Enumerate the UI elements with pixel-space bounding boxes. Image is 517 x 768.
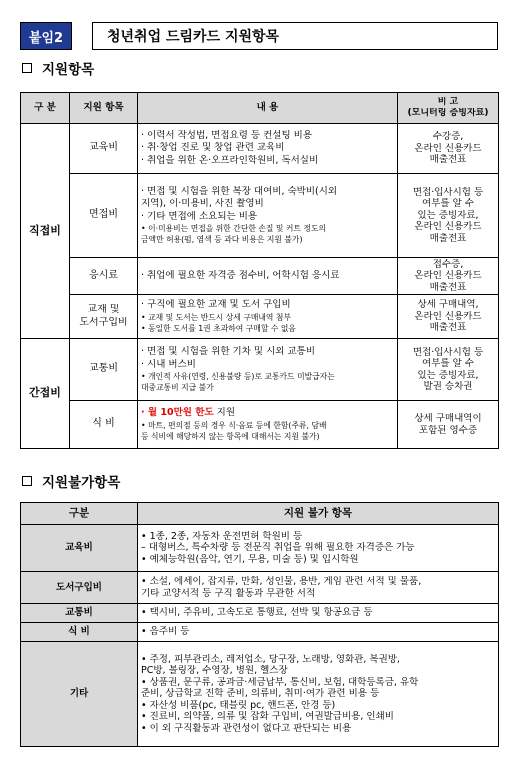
item-note: [398, 258, 499, 295]
group-indirect-cost: 간접비: [21, 339, 70, 449]
table-row: [21, 295, 499, 339]
item-line: – 대형버스, 특수차량 등 전문직 취업을 위해 필요한 자격증은 가능: [141, 542, 415, 554]
item-line: • 주정, 피부관리소, 레저업소, 당구장, 노래방, 영화관, 복권방,: [141, 653, 400, 665]
content-line: · 기타 면접에 소요되는 비용: [141, 210, 258, 222]
item-line: • 음주비 등: [141, 626, 190, 638]
section-support-items: [22, 58, 94, 78]
note-line: 매출전표: [429, 281, 467, 293]
content-line: · 취·창업 진로 및 창업 관련 교육비: [141, 142, 285, 154]
item-line: • 택시비, 주유비, 고속도로 통행료, 선박 및 항공요금 등: [141, 607, 373, 619]
table-row: [21, 572, 499, 604]
content-subnote: • 마트, 편의점 등의 경우 식·음료 등에 한함(주류, 담배: [141, 420, 327, 430]
col-header-category: 구 분: [21, 93, 70, 124]
section-title: 지원항목: [42, 62, 95, 78]
content-line: · 이력서 작성법, 면접요령 등 컨설팅 비용: [141, 129, 312, 141]
item-note: [398, 295, 499, 339]
content-line: · 취업에 필요한 자격증 점수비, 어학시험 응시료: [141, 269, 340, 281]
content-line: · 취업을 위한 온·오프라인학원비, 독서실비: [141, 154, 319, 166]
note-line: 있는 증빙자료,: [417, 209, 479, 221]
content-subnote: 등 식비에 해당하지 않는 항목에 대해서는 지원 불가): [141, 431, 320, 441]
item-label: 면접비: [70, 174, 138, 258]
unsupported-items-table: [20, 502, 499, 747]
item-label: 교통비: [70, 339, 138, 401]
content-subnote: • 교재 및 도서는 반드시 상세 구매내역 첨부: [141, 312, 291, 322]
item-label: 식 비: [70, 401, 138, 449]
col-header-content: 내 용: [138, 93, 398, 124]
table-row: [21, 401, 499, 449]
col-header-items: 지원 불가 항목: [138, 503, 499, 525]
category-label: 기타: [21, 642, 138, 747]
content-subnote: • 개인적 사유(연령, 신용불량 등)로 교통카드 미발급자는: [141, 372, 335, 381]
note-line: 매출전표: [429, 154, 467, 166]
content-line: 지역), 이·미용비, 사진 촬영비: [141, 198, 264, 210]
note-line: 접수증,: [432, 258, 464, 270]
table-row: [21, 124, 499, 174]
item-line: • 1종, 2종, 자동차 운전면허 학원비 등: [141, 530, 303, 542]
col-header-item: 지원 항목: [70, 93, 138, 124]
note-line: 있는 증빙자료,: [417, 369, 479, 381]
item-label: 응시료: [70, 258, 138, 295]
content-subnote: • 이·미용비는 면접을 위한 간단한 손질 및 커트 정도의: [141, 224, 327, 234]
item-line: • 상품권, 문구류, 공과금·세금납부, 통신비, 보험, 대학등록금, 유학: [141, 676, 419, 688]
table-header-row: [21, 503, 499, 525]
row-items: [138, 525, 499, 572]
col-header-category: 구분: [21, 503, 138, 525]
item-content: [138, 295, 398, 339]
table-row: [21, 258, 499, 295]
item-label-line: 교재 및: [87, 304, 120, 315]
note-line: 온라인 신용카드: [414, 270, 482, 282]
item-line: • 예체능학원(음악, 연기, 무용, 미술 등) 및 입시학원: [141, 553, 359, 565]
item-line: • 이 외 구직활동과 관련성이 없다고 판단되는 비용: [141, 722, 352, 734]
table-row: [21, 339, 499, 401]
note-line: 온라인 신용카드: [414, 142, 482, 154]
item-note: [398, 339, 499, 401]
item-line: 준비, 상급학교 진학 준비, 의류비, 취미·여가 관련 비용 등: [141, 688, 380, 700]
group-direct-cost: 직접비: [21, 124, 70, 339]
item-content: [138, 339, 398, 401]
note-line: 매출전표: [429, 232, 467, 244]
content-line: · 면접 및 시험을 위한 기차 및 시외 교통비: [141, 346, 316, 357]
table-row: [21, 642, 499, 747]
content-line: · 시내 버스비: [141, 358, 196, 370]
item-line: • 소설, 에세이, 잡지류, 만화, 성인물, 용반, 게임 관련 서적 및 물품,: [141, 576, 422, 587]
note-line: 면접·입사시험 등: [412, 346, 484, 358]
item-note: [398, 124, 499, 174]
table-row: [21, 604, 499, 623]
square-bullet-icon: [22, 63, 32, 73]
note-line: 온라인 신용카드: [414, 310, 482, 322]
content-subnote: 금액만 허용(펌, 염색 등 과다 비용은 지원 불가): [141, 235, 303, 245]
table-row: [21, 174, 499, 258]
content-line: · 구직에 필요한 교재 및 도서 구입비: [141, 299, 291, 311]
limit-suffix: 지원: [213, 407, 236, 419]
note-line: 발권 승차권: [423, 381, 473, 392]
item-content: [138, 401, 398, 449]
note-line: 여부를 알 수: [422, 358, 474, 369]
item-line: PC방, 볼링장, 수영장, 병원, 헬스장: [141, 665, 288, 677]
header-bar: [20, 22, 498, 52]
table-header-row: [21, 93, 499, 124]
item-line: • 자산성 비품(pc, 태블릿 pc, 핸드폰, 안경 등): [141, 699, 336, 711]
square-bullet-icon: [22, 476, 32, 486]
item-label-line: 도서구입비: [79, 316, 128, 328]
item-content: [138, 258, 398, 295]
category-label: 식 비: [21, 623, 138, 642]
category-label: 도서구입비: [21, 572, 138, 604]
limit-highlight: · 월 10만원 한도: [141, 407, 214, 419]
row-items: [138, 623, 499, 642]
note-title: 비 고: [437, 97, 459, 107]
note-line: 면접·입사시험 등: [412, 186, 484, 198]
item-label: [70, 295, 138, 339]
note-line: 상세 구매내역,: [417, 299, 479, 311]
item-content: [138, 124, 398, 174]
row-items: [138, 572, 499, 604]
content-line: · 면접 및 시험을 위한 복장 대여비, 숙박비(시외: [141, 185, 338, 197]
item-content: [138, 174, 398, 258]
appendix-badge: 붙임2: [20, 22, 72, 50]
note-line: 매출전표: [429, 322, 467, 334]
item-note: [398, 401, 499, 449]
row-items: [138, 642, 499, 747]
item-note: [398, 174, 499, 258]
category-label: 교통비: [21, 604, 138, 623]
note-line: 온라인 신용카드: [414, 221, 482, 233]
note-line: 포함된 영수증: [418, 424, 478, 436]
content-subnote: • 동일한 도서를 1권 초과하여 구매할 수 없음: [141, 323, 296, 333]
row-items: [138, 604, 499, 623]
note-subtitle: (모니터링 증빙자료): [407, 108, 489, 118]
table-row: [21, 623, 499, 642]
category-label: 교육비: [21, 525, 138, 572]
content-line: [141, 407, 394, 420]
item-label: 교육비: [70, 124, 138, 174]
note-line: 상세 구매내역이: [414, 413, 482, 424]
note-line: 여부를 알 수: [422, 198, 474, 210]
col-header-note: [398, 93, 499, 124]
table-row: [21, 525, 499, 572]
support-items-table: [20, 92, 499, 449]
page-title: 청년취업 드림카드 지원항목: [92, 22, 498, 50]
section-unsupported-items: [22, 471, 120, 491]
note-line: 수강증,: [432, 131, 464, 143]
item-line: • 진료비, 의약품, 의류 및 잡화 구입비, 여권발급비용, 인쇄비: [141, 711, 394, 723]
section-title: 지원불가항목: [42, 475, 121, 491]
item-line: 기타 교양서적 등 구직 활동과 무관한 서적: [141, 587, 316, 599]
content-subnote: 대중교통비 지급 불가: [141, 383, 214, 392]
